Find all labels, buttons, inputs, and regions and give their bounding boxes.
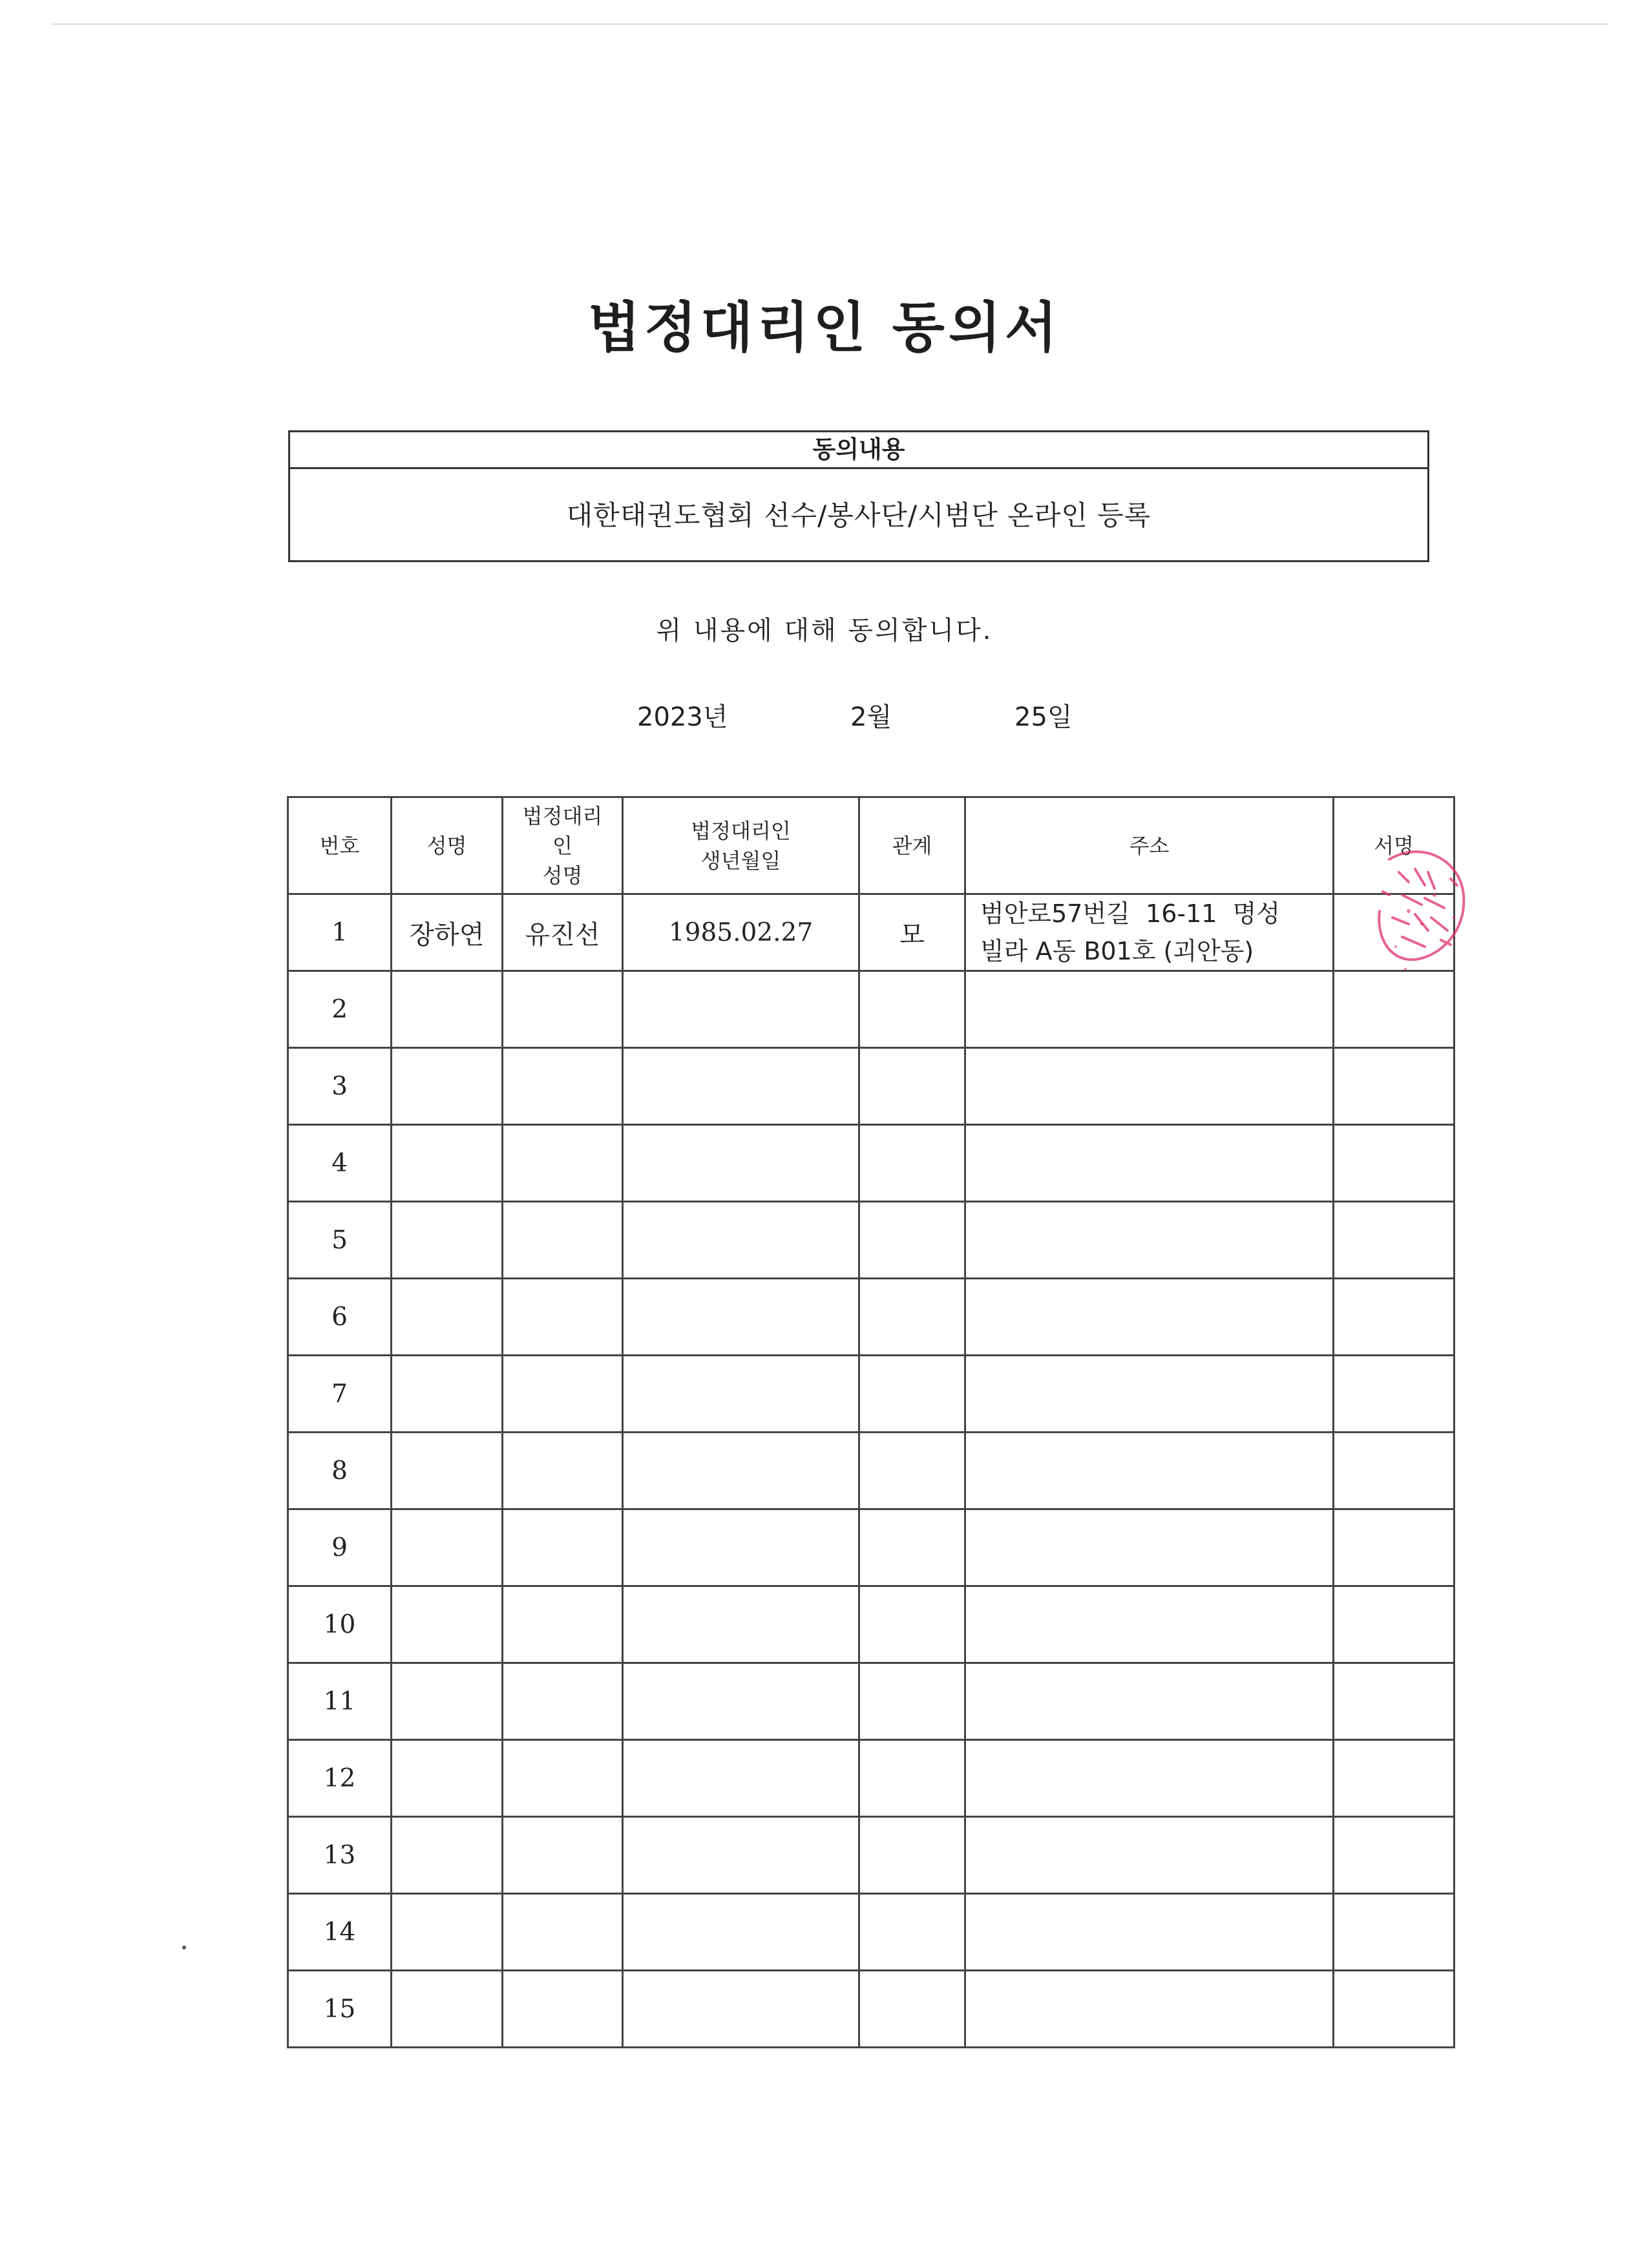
table-row [288,1894,1455,1971]
consent-content: 대한태권도협회 선수/봉사단/시범단 온라인 등록 [566,499,1151,531]
row-number: 11 [288,1663,392,1740]
header-name: 성명 [392,797,503,894]
table-row [288,1356,1455,1433]
table-row [288,1586,1455,1663]
signature-seal-icon [1363,834,1473,982]
scan-edge-line [52,23,1609,25]
row-guardian-birth: 1985.02.27 [623,894,859,971]
table-row [288,1125,1455,1202]
row-number: 1 [288,894,392,971]
header-guardian-name-line1: 법정대리 [522,803,603,828]
table-row [288,1509,1455,1586]
row-address-line1: 범안로57번길 16-11 명성 [980,899,1281,928]
row-number: 12 [288,1740,392,1817]
row-name: 장하연 [392,894,503,971]
header-guardian-name-line2: 인 [552,833,572,858]
date-year: 2023년 [637,702,728,732]
header-guardian-birth [623,797,859,894]
row-number: 14 [288,1894,392,1971]
row-number: 9 [288,1509,392,1586]
row-number: 5 [288,1202,392,1279]
row-number: 4 [288,1125,392,1202]
header-guardian-name-line3: 성명 [542,863,583,888]
row-address [965,894,1334,971]
date-month: 2월 [850,702,892,732]
table-row [288,1279,1455,1356]
document-title: 법정대리인 동의서 [587,295,1062,359]
table-row [288,894,1455,971]
header-signature: 서명 [1334,797,1455,894]
row-number: 2 [288,971,392,1048]
table-header-row [288,797,1455,894]
date-day: 25일 [1014,702,1073,732]
table-row [288,1048,1455,1125]
header-guardian-name [503,797,623,894]
row-number: 13 [288,1817,392,1894]
header-address: 주소 [965,797,1334,894]
table-row [288,971,1455,1048]
row-number: 15 [288,1971,392,2048]
table-row [288,1740,1455,1817]
row-guardian-name: 유진선 [503,894,623,971]
table-row [288,1817,1455,1894]
scan-speck [182,1946,186,1949]
row-number: 3 [288,1048,392,1125]
consent-box [288,430,1429,562]
header-relation: 관계 [859,797,965,894]
table-row [288,1202,1455,1279]
header-guardian-birth-line1: 법정대리인 [691,818,791,843]
header-number: 번호 [288,797,392,894]
row-number: 8 [288,1433,392,1509]
header-guardian-birth-line2: 생년월일 [700,848,781,873]
row-number: 10 [288,1586,392,1663]
row-number: 7 [288,1356,392,1433]
row-relation: 모 [859,894,965,971]
table-row [288,1433,1455,1509]
consent-header: 동의내용 [290,432,1427,469]
table-row [288,1971,1455,2048]
agreement-statement: 위 내용에 대해 동의합니다. [656,616,993,646]
table-row [288,1663,1455,1740]
row-address-line2: 빌라 A동 B01호 (괴안동) [980,937,1254,965]
row-number: 6 [288,1279,392,1356]
guardian-table [287,796,1455,2048]
